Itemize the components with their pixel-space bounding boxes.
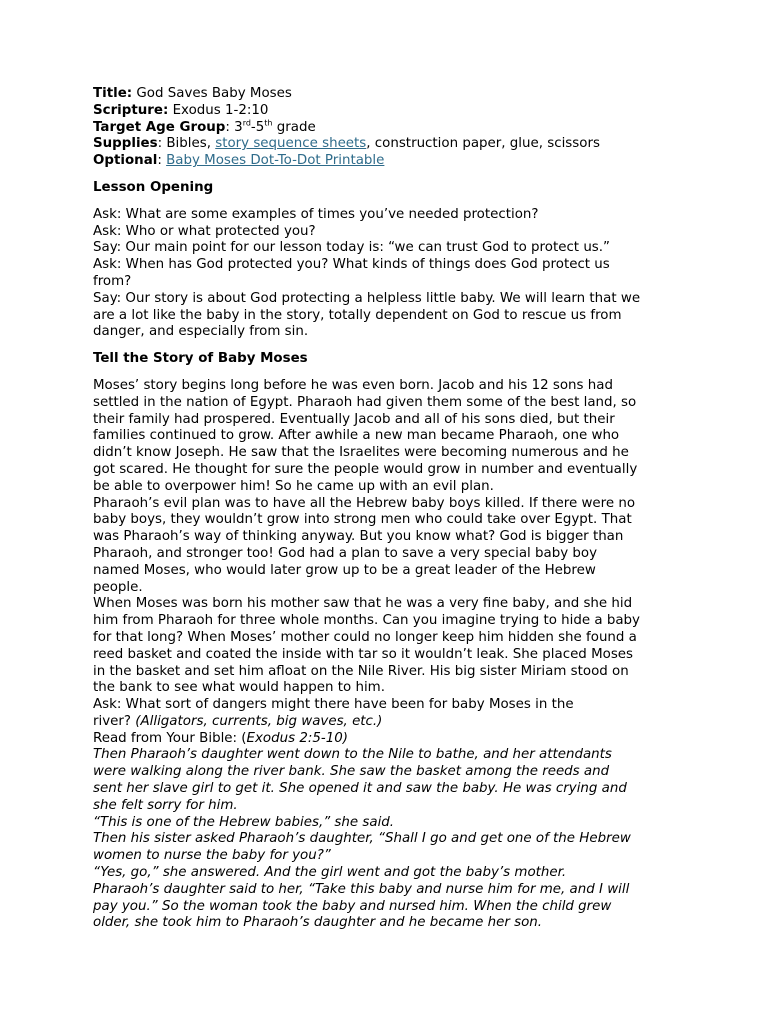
age-sup-th: th — [264, 118, 273, 128]
story-line: for that long? When Moses’ mother could no longer keep him hidden she found a — [93, 629, 637, 645]
supplies-line — [93, 136, 693, 153]
story-line: the bank to see what would happen to him. — [93, 680, 385, 696]
scripture-passage-line: “This is one of the Hebrew babies,” she said. — [93, 814, 395, 830]
story-line: Pharaoh’s evil plan was to have all the Hebrew baby boys killed. If there were no — [93, 495, 636, 511]
scripture-passage-line: Then Pharaoh’s daughter went down to the Nile to bathe, and her attendants — [93, 747, 612, 763]
story-heading: Tell the Story of Baby Moses — [93, 351, 308, 367]
story-sequence-sheets-link[interactable]: story sequence sheets — [215, 136, 367, 152]
opening-line: danger, and especially from sin. — [93, 324, 309, 340]
river-line — [93, 714, 693, 731]
opening-line: Ask: Who or what protected you? — [93, 223, 316, 239]
scripture-passage-line: she felt sorry for him. — [93, 797, 238, 813]
river-pre: river? — [93, 713, 136, 729]
scripture-passage-line: older, she took him to Pharaoh’s daughter and he became her son. — [93, 915, 543, 931]
age-suffix: grade — [272, 119, 316, 135]
scripture-passage-line: pay you.” So the woman took the baby and nursed him. When the child grew — [93, 898, 612, 914]
opening-line: are a lot like the baby in the story, totally dependent on God to rescue us from — [93, 307, 622, 323]
lesson-opening-heading: Lesson Opening — [93, 179, 214, 195]
age-prefix: : 3 — [225, 119, 243, 135]
opening-line: Say: Our main point for our lesson today is: “we can trust God to protect us.” — [93, 240, 610, 256]
story-line: reed basket and coated the inside with tar so it wouldn’t leak. She placed Moses — [93, 646, 634, 662]
supplies-label: Supplies — [93, 136, 158, 152]
document-page — [93, 86, 693, 932]
scripture-passage-line: women to nurse the baby for you?” — [93, 848, 331, 864]
age-sup-rd: rd — [242, 118, 251, 128]
scripture-passage-line: Pharaoh’s daughter said to her, “Take this baby and nurse him for me, and I will — [93, 881, 630, 897]
story-line: people. — [93, 579, 143, 595]
scripture-passage-line: “Yes, go,” she answered. And the girl went and got the baby’s mother. — [93, 865, 567, 881]
lesson-opening-body — [93, 207, 693, 341]
story-line: Pharaoh, and stronger too! God had a plan to save a very special baby boy — [93, 545, 597, 561]
opening-line: Ask: What are some examples of times you’ve needed protection? — [93, 206, 539, 222]
opening-line: from? — [93, 273, 132, 289]
story-body — [93, 378, 693, 932]
story-line: Moses’ story begins long before he was even born. Jacob and his 12 sons had — [93, 377, 613, 393]
scripture-line — [93, 103, 693, 120]
story-line: When Moses was born his mother saw that he was a very fine baby, and she hid — [93, 596, 633, 612]
scripture-passage-line: sent her slave girl to get it. She opened it and saw the baby. He was crying and — [93, 781, 627, 797]
read-bible-line — [93, 731, 693, 748]
optional-pre: : — [157, 153, 167, 169]
title-line — [93, 86, 693, 103]
optional-line — [93, 153, 693, 170]
story-line: him from Pharaoh for three whole months. Can you imagine trying to hide a baby — [93, 613, 640, 629]
supplies-post: , construction paper, glue, scissors — [366, 136, 600, 152]
story-line: was Pharaoh’s way of thinking anyway. But you know what? God is bigger than — [93, 529, 624, 545]
story-line: their family had prospered. Eventually Jacob and all of his sons died, but their — [93, 411, 615, 427]
story-line: in the basket and set him afloat on the Nile River. His big sister Miriam stood on — [93, 663, 629, 679]
story-line: didn’t know Joseph. He saw that the Israelites were becoming numerous and he — [93, 445, 629, 461]
title-label: Title: — [93, 86, 133, 101]
age-mid: -5 — [250, 119, 265, 135]
story-line: Ask: What sort of dangers might there have been for baby Moses in the — [93, 697, 574, 713]
story-line: families continued to grow. After awhile a new man became Pharaoh, one who — [93, 428, 620, 444]
story-line: settled in the nation of Egypt. Pharaoh had given them some of the best land, so — [93, 394, 637, 410]
read-reference: Exodus 2:5-10) — [246, 730, 348, 746]
scripture-label: Scripture: — [93, 102, 169, 118]
read-pre: Read from Your Bible: ( — [93, 730, 247, 746]
river-answers: (Alligators, currents, big waves, etc.) — [135, 713, 383, 729]
supplies-pre: : Bibles, — [157, 136, 216, 152]
scripture-passage-line: Then his sister asked Pharaoh’s daughter, “Shall I go and get one of the Hebrew — [93, 831, 631, 847]
dot-to-dot-printable-link[interactable]: Baby Moses Dot-To-Dot Printable — [166, 153, 385, 169]
age-group-label: Target Age Group — [93, 119, 226, 135]
story-line: named Moses, who would later grow up to be a great leader of the Hebrew — [93, 562, 596, 578]
story-line: be able to overpower him! So he came up with an evil plan. — [93, 478, 494, 494]
optional-label: Optional — [93, 153, 158, 169]
age-group-line — [93, 120, 693, 137]
opening-line: Ask: When has God protected you? What kinds of things does God protect us — [93, 257, 610, 273]
story-line: got scared. He thought for sure the people would grow in number and eventually — [93, 461, 638, 477]
opening-line: Say: Our story is about God protecting a helpless little baby. We will learn that we — [93, 290, 641, 306]
title-value: God Saves Baby Moses — [132, 86, 292, 101]
lesson-header — [93, 86, 693, 170]
scripture-value: Exodus 1-2:10 — [168, 102, 269, 118]
story-line: baby boys, they wouldn’t grow into strong men who could take over Egypt. That — [93, 512, 632, 528]
scripture-passage-line: were walking along the river bank. She saw the basket among the reeds and — [93, 764, 610, 780]
